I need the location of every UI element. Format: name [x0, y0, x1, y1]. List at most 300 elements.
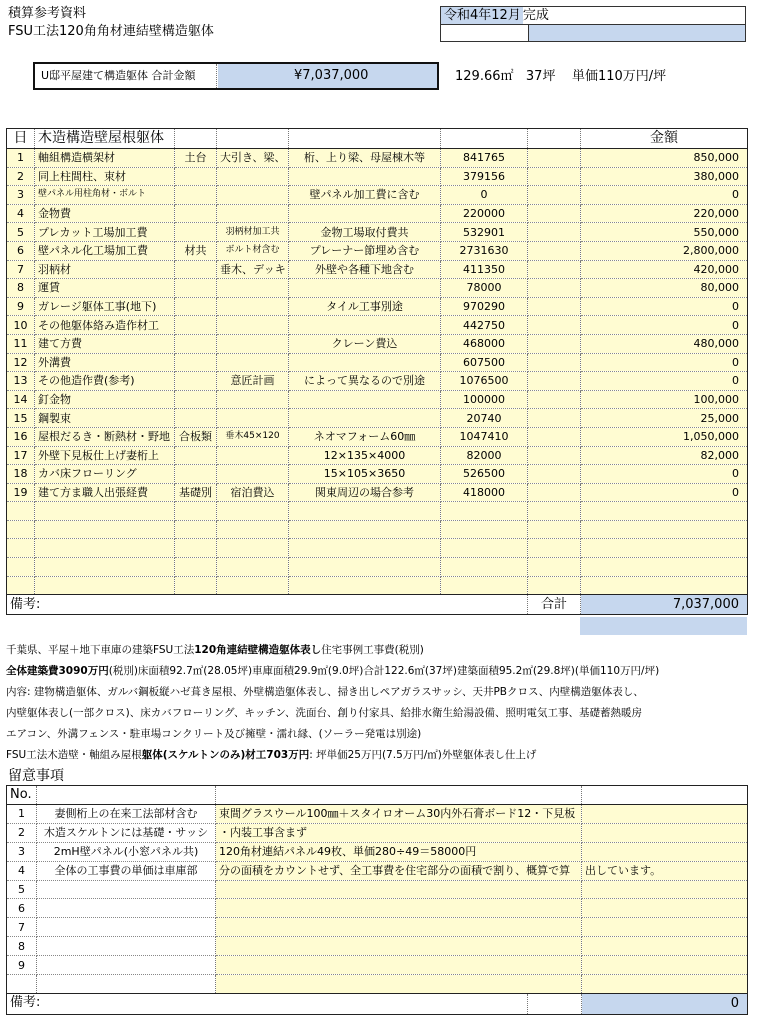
row-spec-1[interactable]	[175, 279, 217, 298]
row-item[interactable]: 屋根だるき・断熱材・野地	[35, 427, 175, 446]
row-calc-value[interactable]: 82000	[441, 446, 528, 465]
empty-cell[interactable]	[217, 539, 289, 558]
cost-row-empty	[7, 539, 748, 558]
note-detail[interactable]: 束間グラスウール100㎜＋スタイロオーム30内外石膏ボード12・下見板	[216, 805, 582, 824]
row-no: 4	[7, 204, 35, 223]
row-spec-2[interactable]: 垂木45×120	[217, 427, 289, 446]
note-subject[interactable]: 全体の工事費の単価は車庫部	[37, 861, 216, 880]
row-no: 12	[7, 353, 35, 372]
row-spec-1[interactable]	[175, 409, 217, 428]
row-spec-2[interactable]	[217, 446, 289, 465]
row-spec-2[interactable]	[217, 186, 289, 205]
empty-cell[interactable]	[528, 502, 581, 521]
cost-row-empty	[7, 576, 748, 595]
row-item[interactable]: 壁パネル用柱角材・ボルト	[35, 186, 175, 205]
empty-cell[interactable]	[441, 539, 528, 558]
notes-table-header	[7, 786, 748, 805]
empty-cell[interactable]	[175, 576, 217, 595]
row-item[interactable]: 同上柱間柱、束材	[35, 167, 175, 186]
empty-cell[interactable]	[217, 520, 289, 539]
row-no: 8	[7, 279, 35, 298]
note-extra[interactable]	[582, 823, 748, 842]
cost-row	[7, 186, 748, 205]
row-amount[interactable]: 0	[581, 297, 748, 316]
row-spec-3[interactable]: 外壁や各種下地含む	[289, 260, 441, 279]
note-no	[7, 975, 37, 994]
row-spec-3[interactable]	[289, 279, 441, 298]
note-detail[interactable]	[216, 918, 582, 937]
note-extra[interactable]	[582, 880, 748, 899]
row-spec-1[interactable]	[175, 316, 217, 335]
note-no: 9	[7, 956, 37, 975]
note-extra[interactable]	[582, 899, 748, 918]
row-item[interactable]: 外壁下見板仕上げ妻桁上	[35, 446, 175, 465]
cost-row	[7, 316, 748, 335]
empty-cell[interactable]	[289, 520, 441, 539]
row-spec-3[interactable]: 15×105×3650	[289, 465, 441, 484]
row-spec-1[interactable]	[175, 223, 217, 242]
empty-cell[interactable]	[528, 520, 581, 539]
row-spec-1[interactable]	[175, 204, 217, 223]
row-spec-2[interactable]: 大引き、梁、	[217, 149, 289, 168]
note-no: 1	[7, 805, 37, 824]
row-spec-2[interactable]	[217, 316, 289, 335]
row-spec-1[interactable]: 材共	[175, 241, 217, 260]
notes-header-no: No.	[7, 786, 37, 805]
note-extra[interactable]	[582, 918, 748, 937]
note-subject[interactable]: 妻側桁上の在来工法部材含む	[37, 805, 216, 824]
empty-cell[interactable]	[581, 539, 748, 558]
note-detail[interactable]	[216, 899, 582, 918]
row-spec-3[interactable]: 桁、上り梁、母屋棟木等	[289, 149, 441, 168]
completion-box	[440, 6, 746, 42]
row-blank[interactable]	[528, 223, 581, 242]
row-blank[interactable]	[528, 390, 581, 409]
note-detail[interactable]	[216, 975, 582, 994]
row-item[interactable]: 軸組構造横架材	[35, 149, 175, 168]
unit-price: 単価110万円/坪	[571, 69, 667, 84]
row-item[interactable]: 鋼製束	[35, 409, 175, 428]
row-amount[interactable]: 100,000	[581, 390, 748, 409]
row-no: 16	[7, 427, 35, 446]
cost-row	[7, 223, 748, 242]
note-extra[interactable]: 出しています。	[582, 861, 748, 880]
row-spec-1[interactable]	[175, 260, 217, 279]
cost-row	[7, 149, 748, 168]
completion-date: 令和4年12月	[441, 7, 523, 24]
row-spec-2[interactable]: 宿泊費込	[217, 483, 289, 502]
total-summary-value[interactable]: ¥7,037,000	[218, 64, 437, 88]
row-spec-1[interactable]	[175, 334, 217, 353]
empty-cell[interactable]	[35, 576, 175, 595]
row-item[interactable]: 建て方ま職人出張経費	[35, 483, 175, 502]
row-amount[interactable]: 0	[581, 465, 748, 484]
row-spec-1[interactable]	[175, 446, 217, 465]
row-spec-3[interactable]: プレーナー節埋め含む	[289, 241, 441, 260]
row-spec-2[interactable]	[217, 297, 289, 316]
header-no: 日	[7, 129, 35, 149]
row-item[interactable]: その他躯体絡み造作材工	[35, 316, 175, 335]
row-blank[interactable]	[528, 186, 581, 205]
empty-cell[interactable]	[441, 520, 528, 539]
empty-cell[interactable]	[7, 520, 35, 539]
empty-cell[interactable]	[35, 502, 175, 521]
note-row	[7, 975, 748, 994]
row-amount[interactable]: 82,000	[581, 446, 748, 465]
note-no: 5	[7, 880, 37, 899]
note-row	[7, 861, 748, 880]
row-spec-3[interactable]: によって異なるので別途	[289, 372, 441, 391]
row-no: 6	[7, 241, 35, 260]
row-no: 2	[7, 167, 35, 186]
total-summary-box	[33, 62, 439, 90]
row-spec-1[interactable]	[175, 167, 217, 186]
note-no: 4	[7, 861, 37, 880]
row-spec-3[interactable]	[289, 167, 441, 186]
row-spec-2[interactable]: 垂木、デッキ	[217, 260, 289, 279]
note-detail[interactable]	[216, 956, 582, 975]
empty-cell[interactable]	[175, 502, 217, 521]
row-calc-value[interactable]: 20740	[441, 409, 528, 428]
remarks-label: 備考:	[7, 595, 528, 615]
row-no: 5	[7, 223, 35, 242]
row-item[interactable]: 釘金物	[35, 390, 175, 409]
row-spec-3[interactable]: 関東周辺の場合参考	[289, 483, 441, 502]
empty-cell[interactable]	[581, 558, 748, 577]
note-extra[interactable]	[582, 842, 748, 861]
cost-table-header	[7, 129, 748, 149]
note-subject[interactable]: 2mH壁パネル(小窓パネル共)	[37, 842, 216, 861]
row-spec-3[interactable]: ネオマフォーム60㎜	[289, 427, 441, 446]
cost-row	[7, 241, 748, 260]
row-amount[interactable]: 0	[581, 353, 748, 372]
completion-blue-cell[interactable]	[529, 25, 745, 41]
row-spec-1[interactable]	[175, 390, 217, 409]
row-blank[interactable]	[528, 334, 581, 353]
empty-cell[interactable]	[175, 558, 217, 577]
cost-row-empty	[7, 520, 748, 539]
floor-tsubo: 37坪	[525, 69, 556, 84]
row-spec-2[interactable]: ボルト材含む	[217, 241, 289, 260]
row-blank[interactable]	[528, 297, 581, 316]
row-calc-value[interactable]: 418000	[441, 483, 528, 502]
row-amount[interactable]: 480,000	[581, 334, 748, 353]
row-calc-value[interactable]: 411350	[441, 260, 528, 279]
total-blue-cell[interactable]	[580, 617, 747, 635]
row-spec-2[interactable]	[217, 390, 289, 409]
row-spec-3[interactable]	[289, 390, 441, 409]
cost-row-empty	[7, 502, 748, 521]
row-no: 1	[7, 149, 35, 168]
notes-table	[6, 785, 748, 1015]
row-no: 19	[7, 483, 35, 502]
empty-cell[interactable]	[175, 520, 217, 539]
note-subject[interactable]	[37, 918, 216, 937]
row-calc-value[interactable]: 442750	[441, 316, 528, 335]
cost-row	[7, 353, 748, 372]
row-blank[interactable]	[528, 279, 581, 298]
row-blank[interactable]	[528, 149, 581, 168]
row-spec-3[interactable]: 12×135×4000	[289, 446, 441, 465]
document-title: 積算参考資料	[8, 6, 87, 21]
row-spec-3[interactable]: 金物工場取付費共	[289, 223, 441, 242]
row-spec-2[interactable]: 羽柄材加工共	[217, 223, 289, 242]
row-spec-2[interactable]	[217, 353, 289, 372]
notes-blank-cell[interactable]	[527, 994, 581, 1014]
note-no: 8	[7, 937, 37, 956]
cost-row	[7, 483, 748, 502]
cost-row	[7, 204, 748, 223]
row-blank[interactable]	[528, 427, 581, 446]
row-amount[interactable]: 25,000	[581, 409, 748, 428]
empty-cell[interactable]	[217, 502, 289, 521]
row-amount[interactable]: 0	[581, 186, 748, 205]
row-calc-value[interactable]: 970290	[441, 297, 528, 316]
row-amount[interactable]: 420,000	[581, 260, 748, 279]
cost-row	[7, 390, 748, 409]
empty-cell[interactable]	[7, 558, 35, 577]
empty-cell[interactable]	[35, 520, 175, 539]
note-no: 2	[7, 823, 37, 842]
empty-cell[interactable]	[217, 576, 289, 595]
note-row	[7, 937, 748, 956]
cost-row	[7, 260, 748, 279]
empty-cell[interactable]	[528, 558, 581, 577]
header-amount: 金額	[581, 129, 748, 149]
completion-date-cell[interactable]	[441, 7, 745, 25]
row-spec-2[interactable]: 意匠計画	[217, 372, 289, 391]
completion-empty-cell[interactable]	[441, 25, 529, 41]
row-no: 10	[7, 316, 35, 335]
note-extra[interactable]	[582, 937, 748, 956]
row-spec-1[interactable]: 合板類	[175, 427, 217, 446]
note-row	[7, 956, 748, 975]
cost-row	[7, 297, 748, 316]
row-item[interactable]: 壁パネル化工場加工費	[35, 241, 175, 260]
row-no: 17	[7, 446, 35, 465]
row-amount[interactable]: 850,000	[581, 149, 748, 168]
row-blank[interactable]	[528, 483, 581, 502]
row-spec-2[interactable]	[217, 334, 289, 353]
row-no: 9	[7, 297, 35, 316]
row-amount[interactable]: 0	[581, 483, 748, 502]
empty-cell[interactable]	[289, 502, 441, 521]
note-row	[7, 918, 748, 937]
row-spec-1[interactable]: 基礎別	[175, 483, 217, 502]
total-label: 合計	[528, 595, 581, 615]
row-spec-1[interactable]	[175, 465, 217, 484]
row-spec-3[interactable]: 壁パネル加工費に含む	[289, 186, 441, 205]
note-row	[7, 880, 748, 899]
row-no: 13	[7, 372, 35, 391]
row-amount[interactable]: 0	[581, 316, 748, 335]
row-calc-value[interactable]: 526500	[441, 465, 528, 484]
empty-cell[interactable]	[217, 558, 289, 577]
cost-row	[7, 167, 748, 186]
notes-total[interactable]: 0	[582, 993, 748, 1014]
row-spec-3[interactable]: タイル工事別途	[289, 297, 441, 316]
row-item[interactable]: その他造作費(参考)	[35, 372, 175, 391]
total-summary-label: U邸平屋建て構造躯体 合計金額	[35, 64, 217, 88]
row-amount[interactable]: 2,800,000	[581, 241, 748, 260]
empty-cell[interactable]	[441, 502, 528, 521]
note-extra[interactable]	[582, 975, 748, 994]
row-amount[interactable]: 0	[581, 372, 748, 391]
empty-cell[interactable]	[289, 539, 441, 558]
row-no: 14	[7, 390, 35, 409]
empty-cell[interactable]	[581, 576, 748, 595]
row-blank[interactable]	[528, 260, 581, 279]
row-amount[interactable]: 380,000	[581, 167, 748, 186]
cost-table	[6, 128, 748, 615]
row-amount[interactable]: 220,000	[581, 204, 748, 223]
note-no: 7	[7, 918, 37, 937]
cost-row	[7, 372, 748, 391]
row-item[interactable]: ガレージ躯体工事(地下)	[35, 297, 175, 316]
empty-cell[interactable]	[528, 539, 581, 558]
row-no: 18	[7, 465, 35, 484]
document-subtitle: FSU工法120角角材連結壁構造躯体	[8, 24, 214, 39]
note-row	[7, 899, 748, 918]
note-subject[interactable]	[37, 880, 216, 899]
empty-cell[interactable]	[7, 502, 35, 521]
row-calc-value[interactable]: 532901	[441, 223, 528, 242]
row-calc-value[interactable]: 0	[441, 186, 528, 205]
note-subject[interactable]	[37, 975, 216, 994]
row-item[interactable]: 羽柄材	[35, 260, 175, 279]
row-item[interactable]: プレカット工場加工費	[35, 223, 175, 242]
row-blank[interactable]	[528, 409, 581, 428]
row-amount[interactable]: 550,000	[581, 223, 748, 242]
row-calc-value[interactable]: 1076500	[441, 372, 528, 391]
project-description: 千葉県、平屋＋地下車庫の建築FSU工法120角連結壁構造躯体表し住宅事例工事費(税別) 全体建築費3090万円(税別)床面積92.7㎡(28.05坪)車庫面積29.9㎡(9.0坪)合計122.6㎡(37坪)建築面積95.2㎡(29.8坪)(単価110万円/坪) 内容: 建物構造躯体、ガルバ鋼板縦ハゼ葺き屋根、外壁構造躯体表し、掃き出しペアガラスサッシ、天井PBクロス、内壁構造躯体表し、 内壁躯体表し(一部クロス)、床カバフローリング、キッチン、洗面台、創り付家具、給排水衛生給湯設備、照明電気工事、基礎蓄熱暖房 エアコン、外溝フェンス・駐車場コンクリート及び擁壁・濡れ縁、(ソーラー発電は別途) FSU工法木造壁・軸組み屋根躯体(スケルトンのみ)材工703万円: 坪単価25万円(7.5万円/㎡)外壁躯体表し仕上げ	[6, 644, 660, 761]
row-blank[interactable]	[528, 372, 581, 391]
row-blank[interactable]	[528, 204, 581, 223]
empty-cell[interactable]	[581, 520, 748, 539]
row-spec-3[interactable]	[289, 316, 441, 335]
row-item[interactable]: 建て方費	[35, 334, 175, 353]
notes-table-footer	[7, 993, 748, 1014]
area-summary	[455, 69, 666, 85]
empty-cell[interactable]	[289, 576, 441, 595]
note-subject[interactable]	[37, 937, 216, 956]
row-spec-3[interactable]	[289, 204, 441, 223]
cost-row	[7, 279, 748, 298]
note-extra[interactable]	[582, 956, 748, 975]
row-blank[interactable]	[528, 353, 581, 372]
cost-row	[7, 409, 748, 428]
row-spec-2[interactable]	[217, 167, 289, 186]
row-spec-2[interactable]	[217, 204, 289, 223]
row-blank[interactable]	[528, 167, 581, 186]
empty-cell[interactable]	[289, 558, 441, 577]
row-calc-value[interactable]: 100000	[441, 390, 528, 409]
empty-cell[interactable]	[581, 502, 748, 521]
row-calc-value[interactable]: 468000	[441, 334, 528, 353]
row-calc-value[interactable]: 220000	[441, 204, 528, 223]
cost-table-footer	[7, 595, 748, 615]
row-blank[interactable]	[528, 446, 581, 465]
header-title: 木造構造壁屋根躯体	[35, 129, 175, 149]
note-no: 6	[7, 899, 37, 918]
cost-row	[7, 427, 748, 446]
row-spec-2[interactable]	[217, 465, 289, 484]
row-calc-value[interactable]: 379156	[441, 167, 528, 186]
row-spec-2[interactable]	[217, 279, 289, 298]
note-detail[interactable]: 120角材連結パネル49枚、単価280÷49＝58000円	[216, 842, 582, 861]
row-spec-3[interactable]	[289, 353, 441, 372]
row-item[interactable]: カバ床フローリング	[35, 465, 175, 484]
row-blank[interactable]	[528, 241, 581, 260]
row-spec-3[interactable]: クレーン費込	[289, 334, 441, 353]
note-row	[7, 823, 748, 842]
note-detail[interactable]	[216, 937, 582, 956]
empty-cell[interactable]	[441, 576, 528, 595]
row-spec-1[interactable]	[175, 372, 217, 391]
row-calc-value[interactable]: 1047410	[441, 427, 528, 446]
notes-title: 留意事項	[8, 768, 64, 784]
row-calc-value[interactable]: 841765	[441, 149, 528, 168]
note-detail[interactable]: 分の面積をカウントせず、全工事費を住宅部分の面積で割り、概算で算	[216, 861, 582, 880]
empty-cell[interactable]	[7, 576, 35, 595]
row-calc-value[interactable]: 2731630	[441, 241, 528, 260]
notes-remarks-label: 備考:	[10, 994, 41, 1010]
row-item[interactable]: 外溝費	[35, 353, 175, 372]
note-extra[interactable]	[582, 805, 748, 824]
row-spec-1[interactable]	[175, 297, 217, 316]
completion-status: 完成	[522, 8, 549, 23]
row-blank[interactable]	[528, 316, 581, 335]
row-spec-2[interactable]	[217, 409, 289, 428]
row-no: 15	[7, 409, 35, 428]
row-no: 3	[7, 186, 35, 205]
row-amount[interactable]: 1,050,000	[581, 427, 748, 446]
row-item[interactable]: 金物費	[35, 204, 175, 223]
row-spec-1[interactable]	[175, 186, 217, 205]
row-item[interactable]: 運賃	[35, 279, 175, 298]
note-subject[interactable]	[37, 956, 216, 975]
cost-row	[7, 446, 748, 465]
empty-cell[interactable]	[35, 558, 175, 577]
note-no: 3	[7, 842, 37, 861]
row-spec-3[interactable]	[289, 409, 441, 428]
empty-cell[interactable]	[528, 576, 581, 595]
row-spec-1[interactable]: 土台	[175, 149, 217, 168]
empty-cell[interactable]	[7, 539, 35, 558]
empty-cell[interactable]	[441, 558, 528, 577]
row-amount[interactable]: 80,000	[581, 279, 748, 298]
empty-cell[interactable]	[175, 539, 217, 558]
floor-area: 129.66㎡	[455, 69, 514, 84]
note-row	[7, 842, 748, 861]
note-subject[interactable]	[37, 899, 216, 918]
note-row	[7, 805, 748, 824]
cost-row	[7, 465, 748, 484]
row-calc-value[interactable]: 607500	[441, 353, 528, 372]
row-calc-value[interactable]: 78000	[441, 279, 528, 298]
row-no: 11	[7, 334, 35, 353]
note-detail[interactable]: ・内装工事含まず	[216, 823, 582, 842]
note-subject[interactable]: 木造スケルトンには基礎・サッシ	[37, 823, 216, 842]
empty-cell[interactable]	[35, 539, 175, 558]
total-amount[interactable]: 7,037,000	[581, 595, 748, 615]
row-no: 7	[7, 260, 35, 279]
note-detail[interactable]	[216, 880, 582, 899]
row-spec-1[interactable]	[175, 353, 217, 372]
cost-row	[7, 334, 748, 353]
cost-row-empty	[7, 558, 748, 577]
row-blank[interactable]	[528, 465, 581, 484]
